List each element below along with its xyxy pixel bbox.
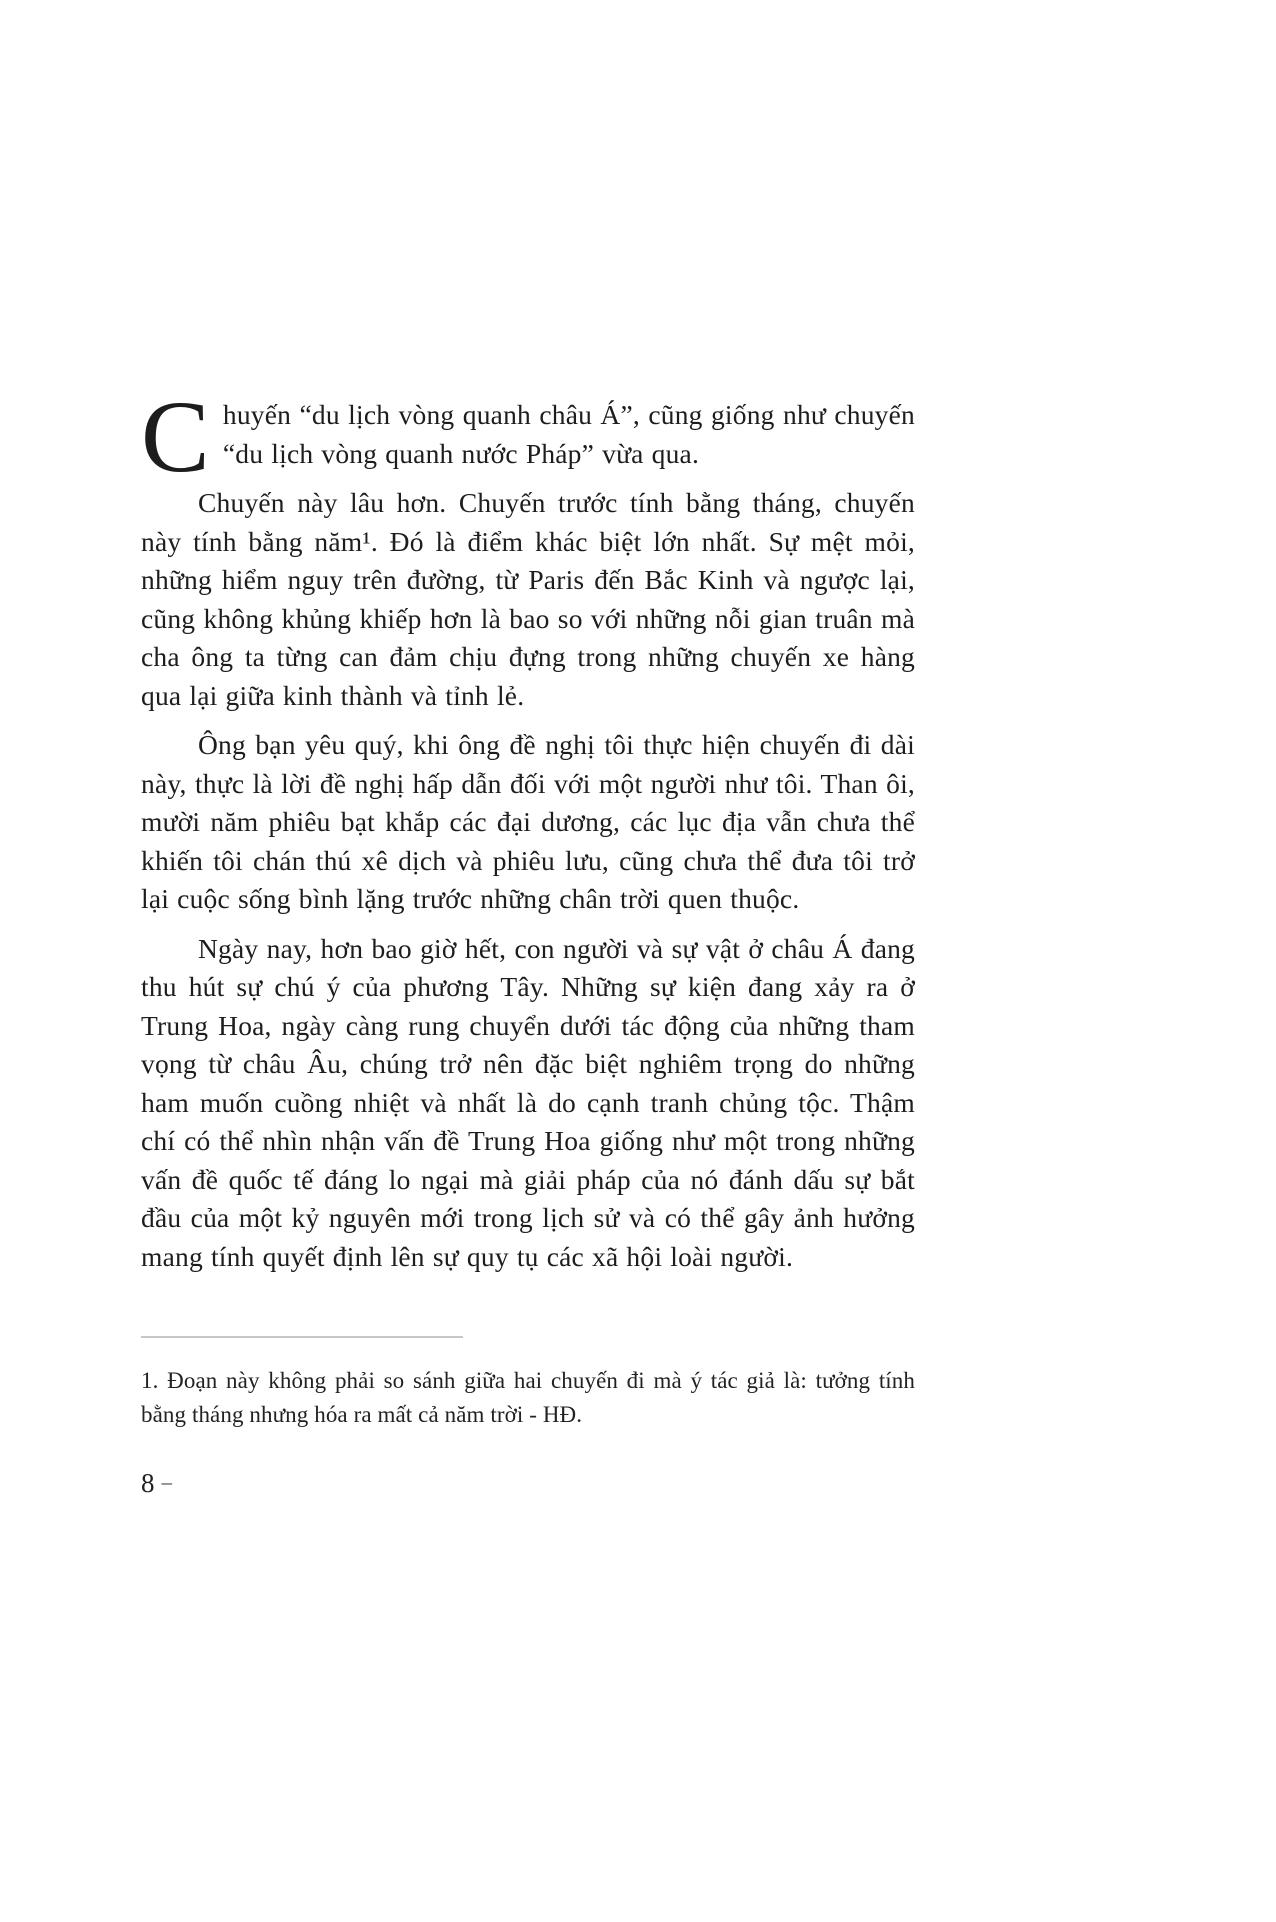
opening-paragraph (141, 380, 915, 494)
text-block (141, 380, 915, 1499)
footnote-divider (141, 1336, 463, 1338)
drop-cap: C (141, 380, 210, 494)
body-paragraph: Chuyến này lâu hơn. Chuyến trước tính bằng tháng, chuyến này tính bằng năm¹. Đó là điểm khác biệt lớn nhất. Sự mệt mỏi, những hiểm nguy trên đường, từ Paris đến Bắc Kinh và ngược lại, cũng không khủng khiếp hơn là bao so với những nỗi gian truân mà cha ông ta từng can đảm chịu đựng trong những chuyến xe hàng qua lại giữa kinh thành và tỉnh lẻ. (141, 487, 915, 711)
page-number: 8 (141, 1468, 155, 1498)
body-paragraph: Ngày nay, hơn bao giờ hết, con người và sự vật ở châu Á đang thu hút sự chú ý của phương Tây. Những sự kiện đang xảy ra ở Trung Hoa, ngày càng rung chuyển dưới tác động của những tham vọng từ châu Âu, chúng trở nên đặc biệt nghiêm trọng do những ham muốn cuồng nhiệt và nhất là do cạnh tranh chủng tộc. Thậm chí có thể nhìn nhận vấn đề Trung Hoa giống như một trong những vấn đề quốc tế đáng lo ngại mà giải pháp của nó đánh dấu sự bắt đầu của một kỷ nguyên mới trong lịch sử và có thể gây ảnh hưởng mang tính quyết định lên sự quy tụ các xã hội loài người. (141, 932, 915, 1272)
page-number-dash: – (161, 1470, 172, 1494)
footnote-text: 1. Đoạn này không phải so sánh giữa hai chuyến đi mà ý tác giả là: tưởng tính bằng tháng nhưng hóa ra mất cả năm trời - HĐ. (141, 1368, 915, 1427)
body-paragraph: Ông bạn yêu quý, khi ông đề nghị tôi thực hiện chuyến đi dài này, thực là lời đề nghị hấp dẫn đối với một người như tôi. Than ôi, mười năm phiêu bạt khắp các đại dương, các lục địa vẫn chưa thể khiến tôi chán thú xê dịch và phiêu lưu, cũng chưa thể đưa tôi trở lại cuộc sống bình lặng trước những chân trời quen thuộc. (141, 729, 915, 914)
page-footer (141, 1468, 915, 1499)
opening-paragraph-text: huyến “du lịch vòng quanh châu Á”, cũng giống như chuyến “du lịch vòng quanh nước Pháp” vừa qua. (222, 399, 915, 469)
